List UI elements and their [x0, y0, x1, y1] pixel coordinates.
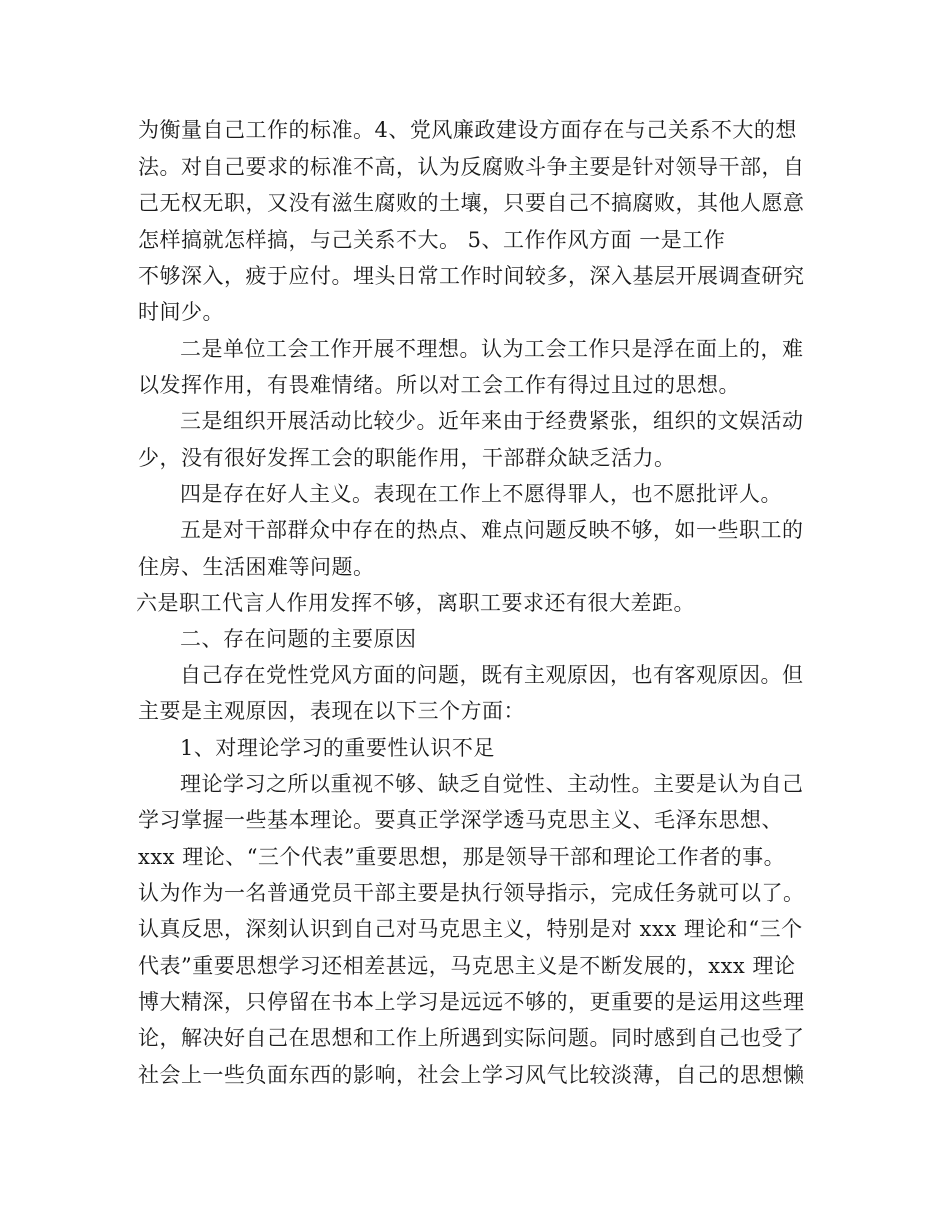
text-line: 代表”重要思想学习还相差甚远，马克思主义是不断发展的，xxx 理论 [138, 954, 796, 978]
text-line: 二是单位工会工作开展不理想。认为工会工作只是浮在面上的，难 [180, 337, 804, 361]
text-line: 四是存在好人主义。表现在工作上不愿得罪人，也不愿批评人。 [180, 482, 782, 506]
text-line: 时间少。 [138, 300, 224, 324]
text-line: 住房、生活困难等问题。 [138, 555, 375, 579]
text-line: 五是对干部群众中存在的热点、难点问题反映不够，如一些职工的 [180, 518, 804, 542]
text-line: 以发挥作用，有畏难情绪。所以对工会工作有得过且过的思想。 [138, 373, 740, 397]
text-line: 学习掌握一些基本理论。要真正学深学透马克思主义、毛泽东思想、 [138, 808, 783, 832]
text-line: 自己存在党性党风方面的问题，既有主观原因，也有客观原因。但 [180, 663, 804, 687]
text-line: 认为作为一名普通党员干部主要是执行领导指示，完成任务就可以了。 [138, 881, 805, 905]
text-line: 认真反思，深刻认识到自己对马克思主义，特别是对 xxx 理论和“三个 [138, 917, 803, 941]
text-line: xxx 理论、“三个代表”重要思想，那是领导干部和理论工作者的事。 [138, 845, 786, 869]
text-line: 六是职工代言人作用发挥不够，离职工要求还有很大差距。 [136, 591, 695, 615]
text-line: 怎样搞就怎样搞，与己关系不大。 5、工作作风方面 一是工作 [138, 228, 726, 252]
text-line: 博大精深，只停留在书本上学习是远远不够的，更重要的是运用这些理 [138, 990, 805, 1014]
text-line: 不够深入，疲于应付。埋头日常工作时间较多，深入基层开展调查研究 [138, 264, 805, 288]
text-line: 三是组织开展活动比较少。近年来由于经费紧张，组织的文娱活动 [180, 409, 804, 433]
text-line: 社会上一些负面东西的影响，社会上学习风气比较淡薄，自己的思想懒 [138, 1063, 805, 1087]
text-line: 主要是主观原因，表现在以下三个方面： [138, 699, 525, 723]
text-line: 理论学习之所以重视不够、缺乏自觉性、主动性。主要是认为自己 [180, 772, 804, 796]
text-line: 少，没有很好发挥工会的职能作用，干部群众缺乏活力。 [138, 446, 676, 470]
subsection-heading: 1、对理论学习的重要性认识不足 [180, 736, 495, 760]
section-heading: 二、存在问题的主要原因 [180, 627, 417, 651]
text-line: 论，解决好自己在思想和工作上所遇到实际问题。同时感到自己也受了 [138, 1026, 805, 1050]
text-line: 己无权无职，又没有滋生腐败的土壤，只要自己不搞腐败，其他人愿意 [138, 191, 805, 215]
text-line: 法。对自己要求的标准不高，认为反腐败斗争主要是针对领导干部，自 [138, 155, 805, 179]
text-line: 为衡量自己工作的标准。4、党风廉政建设方面存在与己关系不大的想 [138, 118, 797, 142]
